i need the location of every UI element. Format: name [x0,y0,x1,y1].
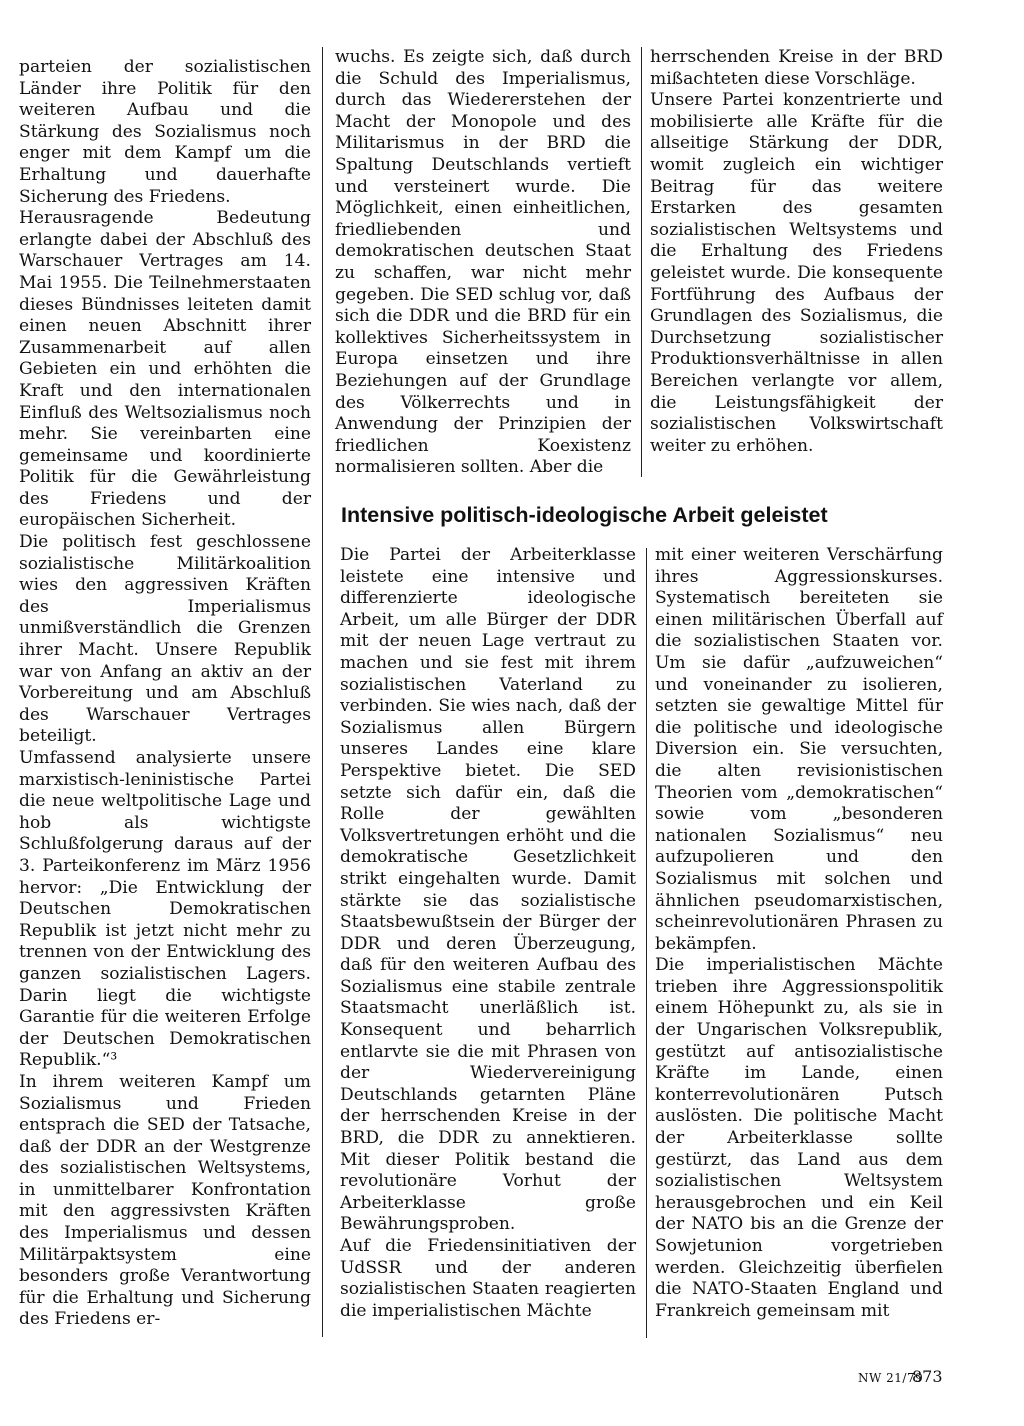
section-heading: Intensive politisch-ideologische Arbeit geleistet [341,503,828,527]
page-number: 873 [912,1367,943,1386]
paragraph: Herausragende Bedeutung erlangte dabei der Abschluß des Warschauer Vertrages am 14. Mai 1955. Die Teilnehmerstaaten dieses Bündnisses leiteten damit einen neuen Abschnitt ihrer Zusammenarbeit auf allen Gebieten ein und erhöhten die Kraft und den internationalen Einfluß des Weltsozialismus noch mehr. Sie vereinbarten eine gemeinsame und koordinierte Politik für die Gewährleistung des Friedens und der europäischen Sicherheit. [19,208,311,531]
column-divider-1 [322,47,323,1337]
paragraph: herrschenden Kreise in der BRD mißachteten diese Vorschläge. [650,47,943,89]
paragraph: In ihrem weiteren Kampf um Sozialismus und Frieden entsprach die SED der Tatsache, daß der DDR an der Westgrenze des sozialistischen Weltsystems, in unmittelbarer Konfrontation mit den aggressivsten Kräften des Imperialismus und dessen Militärpaktsystem eine besonders große Verantwortung für die Erhaltung und Sicherung des Friedens er- [19,1071,311,1330]
paragraph: Auf die Friedensinitiativen der UdSSR und der anderen sozialistischen Staaten reagierten die imperialistischen Mächte [340,1236,636,1321]
text-column-2 [335,47,631,479]
paragraph: Die imperialistischen Mächte trieben ihre Aggressionspolitik einem Höhepunkt zu, als sie in der Ungarischen Volksrepublik, gestützt auf antisozialistische Kräfte im Lande, einen konterrevolutionären Putsch auslösten. Die politische Macht der Arbeiterklasse sollte gestürzt, das Land aus dem sozialistischen Weltsystem herausgebrochen und ein Keil der NATO bis an die Grenze der Sowjetunion vorgetrieben werden. Gleichzeitig überfielen die NATO-Staaten England und Frankreich gemeinsam mit [655,955,943,1321]
paragraph: Die Partei der Arbeiterklasse leistete eine intensive und differenzierte ideologische Arbeit, um alle Bürger der DDR mit der neuen Lage vertraut zu machen und sie fest mit ihrem sozialistischen Vaterland zu verbinden. Sie wies nach, daß der Sozialismus allen Bürgern unseres Landes eine klare Perspektive bietet. Die SED setzte sich dafür ein, daß die Rolle der gewählten Volksvertretungen erhöht und die demokratische Gesetzlichkeit strikt eingehalten wurde. Damit stärkte sie das sozialistische Staatsbewußtsein der Bürger der DDR und deren Überzeugung, daß für den weiteren Aufbau des Sozialismus eine stabile zentrale Staatsmacht unerläßlich ist. Konsequent und beharrlich entlarvte sie die mit Phrasen von der Wiedervereinigung Deutschlands getarnten Pläne der herrschenden Kreise in der BRD, die DDR zu annektieren. Mit dieser Politik bestand die revolutionäre Vorhut der Arbeiterklasse große Bewährungsproben. [340,545,636,1235]
paragraph: mit einer weiteren Verschärfung ihres Aggressionskurses. Systematisch bereiteten sie einen militärischen Überfall auf die sozialistischen Staaten vor. Um sie dafür „aufzuweichen“ und voneinander zu isolieren, setzten sie gewaltige Mittel für die politische und ideologische Diversion ein. Sie versuchten, die alten revisionistischen Theorien vom „demokratischen“ sowie vom „besonderen nationalen Sozialismus“ neu aufzupolieren und den Sozialismus mit solchen und ähnlichen pseudomarxistischen, scheinrevolutionären Phrasen zu bekämpfen. [655,545,943,954]
paragraph: Unsere Partei konzentrierte und mobilisierte alle Kräfte für die allseitige Stärkung der DDR, womit zugleich ein wichtiger Beitrag für das weitere Erstarken des gesamten sozialistischen Weltsystems und die Erhaltung des Friedens geleistet wurde. Die konsequente Fortführung des Aufbaus der Grundlagen des Sozialismus, die Durchsetzung sozialistischer Produktionsverhältnisse in allen Bereichen verlangte vor allem, die Leistungsfähigkeit der sozialistischen Volkswirtschaft weiter zu erhöhen. [650,90,943,456]
paragraph: parteien der sozialistischen Länder ihre Politik für den weiteren Aufbau und die Stärkung des Sozialismus noch enger mit dem Kampf um die Erhaltung und dauerhafte Sicherung des Friedens. [19,57,311,207]
column-divider-3 [646,548,647,1338]
column-divider-2 [641,47,642,477]
paragraph: wuchs. Es zeigte sich, daß durch die Schuld des Imperialismus, durch das Wiedererstehen der Macht der Monopole und des Militarismus in der BRD die Spaltung Deutschlands vertieft und versteinert wurde. Die Möglichkeit, einen einheitlichen, friedliebenden und demokratischen deutschen Staat zu schaffen, war nicht mehr gegeben. Die SED schlug vor, daß sich die DDR und die BRD für ein kollektives Sicherheitssystem in Europa einsetzen und ihre Beziehungen auf der Grundlage des Völkerrechts und in Anwendung der Prinzipien der friedlichen Koexistenz normalisieren sollten. Aber die [335,47,631,478]
paragraph: Die politisch fest geschlossene sozialistische Militärkoalition wies den aggressiven Kräften des Imperialismus unmißverständlich die Grenzen ihrer Macht. Unsere Republik war von Anfang an aktiv an der Vorbereitung und am Abschluß des Warschauer Vertrages beteiligt. [19,532,311,747]
text-column-3 [650,47,943,457]
text-column-5 [655,545,943,1322]
issue-number: NW 21/79 [858,1371,924,1385]
text-column-1 [19,57,311,1331]
text-column-4 [340,545,636,1322]
paragraph: Umfassend analysierte unsere marxistisch-leninistische Partei die neue weltpolitische Lage und hob als wichtigste Schlußfolgerung daraus auf der 3. Parteikonferenz im März 1956 hervor: „Die Entwicklung der Deutschen Demokratischen Republik ist jetzt nicht mehr zu trennen von der Entwicklung des ganzen sozialistischen Lagers. Darin liegt die wichtigste Garantie für die weiteren Erfolge der Deutschen Demokratischen Republik.“³ [19,748,311,1071]
